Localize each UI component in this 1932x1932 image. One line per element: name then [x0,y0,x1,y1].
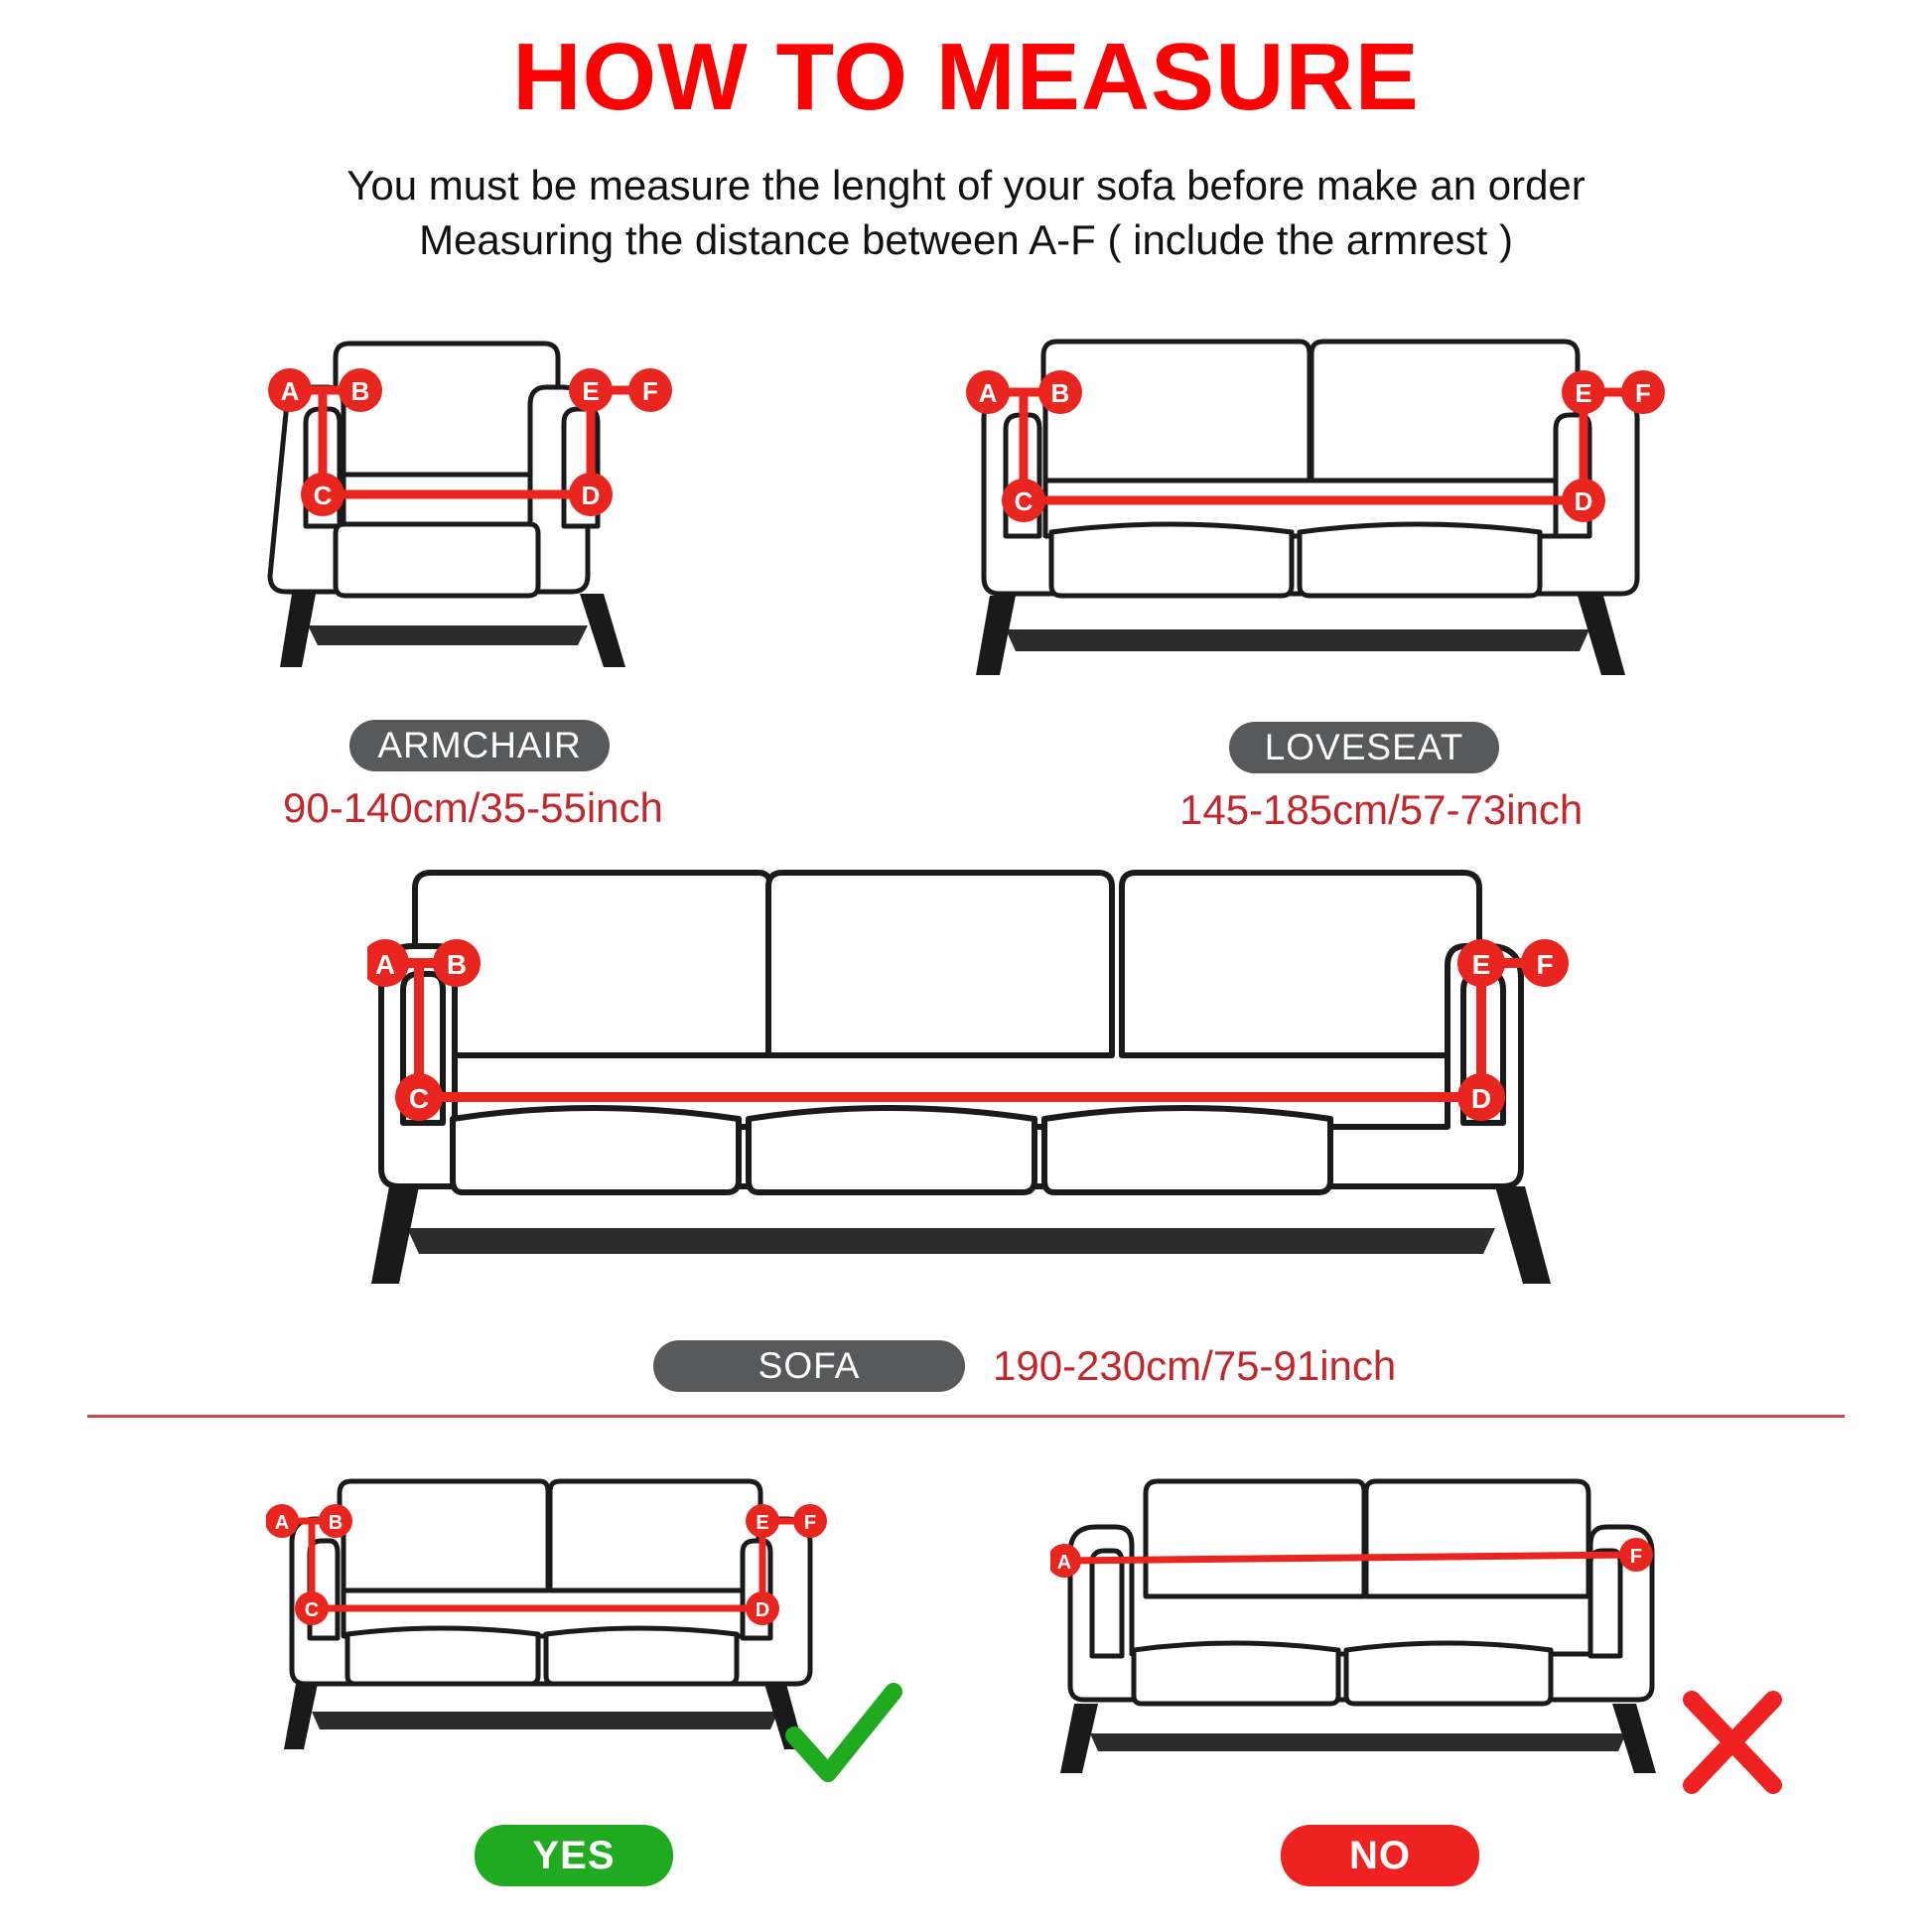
page-title: HOW TO MEASURE [512,24,1420,130]
loveseat-dimension: 145-185cm/57-73inch [1179,786,1584,833]
svg-text:B: B [328,1512,344,1534]
svg-text:E: E [756,1512,769,1534]
svg-text:A: A [374,949,396,980]
sofa-dimension: 190-230cm/75-91inch [993,1342,1397,1389]
svg-text:F: F [642,376,658,406]
sofa-label: SOFA [653,1340,965,1392]
svg-text:B: B [350,376,370,406]
svg-text:E: E [1575,378,1592,408]
armchair-label: ARMCHAIR [349,720,610,771]
svg-text:B: B [1050,378,1070,408]
svg-text:C: C [408,1083,430,1114]
svg-text:A: A [1056,1552,1072,1574]
loveseat-label: LOVESEAT [1229,722,1499,773]
yes-label: YES [475,1825,673,1886]
subtitle-line-2: Measuring the distance between A-F ( include the armrest ) [419,215,1513,263]
svg-text:C: C [313,481,333,510]
armchair-dimension: 90-140cm/35-55inch [283,784,663,831]
svg-text:A: A [978,378,998,408]
svg-text:E: E [582,376,600,406]
check-mark-icon [784,1678,903,1797]
svg-text:F: F [1635,378,1651,408]
svg-text:F: F [1629,1546,1643,1568]
svg-text:B: B [446,949,468,980]
svg-text:F: F [1536,949,1554,980]
armchair-measure-overlay [248,328,745,705]
svg-text:F: F [803,1512,817,1534]
svg-text:C: C [304,1599,320,1621]
page-subtitle [0,159,1932,267]
svg-text:D: D [755,1599,770,1621]
sofa-measure-overlay [367,859,1638,1355]
subtitle-line-1: You must be measure the lenght of your sofa before make an order [346,162,1586,208]
svg-text:D: D [1470,1083,1492,1114]
svg-text:C: C [1014,486,1034,516]
section-divider [87,1415,1845,1418]
svg-text:D: D [581,481,601,510]
cross-mark-icon [1678,1688,1787,1797]
incorrect-measure-overlay [1050,1469,1725,1787]
svg-text:A: A [274,1512,290,1534]
svg-text:E: E [1471,949,1491,980]
svg-text:D: D [1574,486,1593,516]
loveseat-measure-overlay [948,328,1742,705]
no-label: NO [1281,1825,1479,1886]
svg-text:A: A [280,376,300,406]
